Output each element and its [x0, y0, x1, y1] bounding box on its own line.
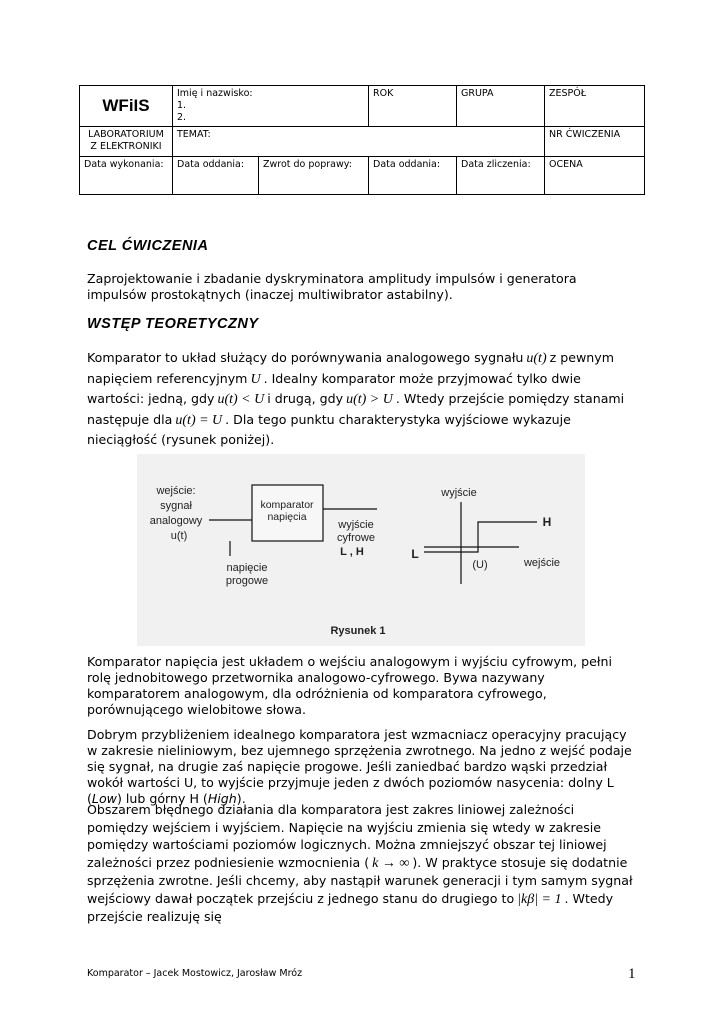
box-label-1: komparator	[260, 499, 314, 511]
section-title-wstep: WSTĘP TEORETYCZNY	[87, 316, 259, 332]
lab-cell: LABORATORIUM Z ELEKTRONIKI	[80, 127, 173, 157]
math-u-less: u(t) < U	[217, 392, 265, 407]
p4-text-1: Obszarem błędnego działania dla komparatora jest zakres liniowej zależności pomiędzy wejściem i wyjściem. Napięcie na wyjściu zmienia się wtedy w zakresie pomiędzy wartościami poziomów logicznych. Można zmniejszyć obszar tej liniowej zależności przez podniesienie wzmocnienia (	[87, 802, 607, 870]
threshold-label-1: napięcie	[226, 562, 268, 574]
intro-text-5: . Wtedy przejście pomiędzy stanami następuje dla	[87, 391, 625, 427]
level-l-label: L	[411, 547, 419, 561]
intro-text-4: i drugą, gdy	[267, 391, 344, 406]
math-u-greater: u(t) > U	[346, 392, 393, 407]
figure-caption: Rysunek 1	[330, 625, 386, 637]
name-label: Imię i nazwisko:	[177, 88, 253, 99]
name-1: 1.	[177, 100, 187, 111]
nr-cell: NR ĆWICZENIA	[545, 127, 645, 157]
zespol-cell: ZESPÓŁ	[545, 86, 645, 127]
ocena-cell: OCENA	[545, 157, 645, 195]
level-h-label: H	[542, 515, 552, 529]
output-label-2: cyfrowe	[337, 532, 375, 544]
axis-x-label: wejście	[523, 557, 561, 569]
page-number: 1	[628, 966, 636, 982]
data-oddania-cell-2: Data oddania:	[369, 157, 457, 195]
math-u: U	[250, 371, 261, 387]
input-label-3: analogowy	[149, 515, 203, 527]
intro-text-2: z pewnym napięciem referencyjnym	[87, 350, 614, 386]
input-label-4: u(t)	[170, 530, 188, 542]
intro-paragraph	[87, 348, 637, 450]
figure-1	[137, 454, 585, 646]
math-u-t: u(t)	[526, 351, 547, 366]
p4-text-3: . Wtedy przejście realizuję się	[87, 890, 614, 924]
intro-text-1: Komparator to układ służący do porównywania analogowego sygnału	[87, 350, 524, 365]
axis-y-label: wyjście	[441, 487, 477, 499]
paragraph-4	[87, 801, 637, 926]
intro-text-6: . Dla tego punktu charakterystyka wyjściowe wykazuje nieciągłość (rysunek poniżej).	[87, 411, 571, 447]
name-cell	[173, 86, 369, 127]
output-label-1: wyjście	[338, 519, 374, 531]
data-wykonania-cell: Data wykonania:	[80, 157, 173, 195]
logo: WFiIS	[80, 86, 173, 127]
input-label-2: sygnał	[160, 500, 192, 512]
name-2: 2.	[177, 112, 187, 123]
temat-cell: TEMAT:	[173, 127, 545, 157]
data-zliczenia-cell: Data zliczenia:	[457, 157, 545, 195]
math-k-infinity: k → ∞	[372, 855, 410, 871]
section-title-cel: CEL ĆWICZENIA	[87, 238, 209, 254]
zwrot-cell: Zwrot do poprawy:	[259, 157, 369, 195]
p3-text-1: Dobrym przybliżeniem idealnego komparatora jest wzmacniacz operacyjny pracujący w zakresie nieliniowym, bez ujemnego sprzężenia zwrotnego. Na jedno z wejść podaje się sygnał, na drugie zaś napięcie progowe. Jeśli zaniedbać bardzo wąski przedział wokół wartości U, to wyjście przyjmuje jeden z dwóch poziomów nasycenia: dolny L (	[87, 727, 632, 806]
intro-text-3: . Idealny komparator może przyjmować tylko dwie wartości: jedną, gdy	[87, 370, 581, 406]
p4-text-2: ). W praktyce stosuje się dodatnie sprzężenia zwrotne. Jeśli chcemy, aby nastąpił warunek generacji i tym samym sygnał wejściowy dawał początek przejściu z jednego stanu do drugiego to	[87, 854, 633, 906]
threshold-mark: (U)	[472, 559, 488, 571]
cel-paragraph: Zaprojektowanie i zbadanie dyskryminatora amplitudy impulsów i generatora impulsów prostokątnych (inaczej multiwibrator astabilny).	[87, 271, 577, 302]
threshold-label-2: progowe	[225, 575, 269, 587]
paragraph-2: Komparator napięcia jest układem o wejściu analogowym i wyjściu cyfrowym, pełni rolę jednobitowego przetwornika analogowo-cyfrowego. Bywa nazywany komparatorem analogowym, dla odróżnienia od komparatora cyfrowego, porównującego wielobitowe słowa.	[87, 654, 612, 717]
data-oddania-cell-1: Data oddania:	[173, 157, 259, 195]
footer-text: Komparator – Jacek Mostowicz, Jarosław Mróz	[87, 968, 303, 979]
p3-text-2: ) lub górny H (	[116, 791, 208, 806]
grupa-cell: GRUPA	[457, 86, 545, 127]
p3-italic-high: High	[207, 791, 237, 806]
rok-cell: ROK	[369, 86, 457, 127]
header-table	[79, 85, 645, 195]
p3-italic-low: Low	[91, 791, 117, 806]
box-label-2: napięcia	[267, 511, 307, 523]
math-u-equal: u(t) = U	[175, 412, 223, 428]
math-k-beta: |kβ| = 1	[517, 891, 562, 907]
output-label-3: L , H	[340, 546, 364, 558]
paragraph-3	[87, 727, 637, 807]
figure-svg	[137, 454, 585, 646]
p3-text-3: ).	[236, 791, 246, 806]
input-label-1: wejście:	[156, 485, 196, 497]
